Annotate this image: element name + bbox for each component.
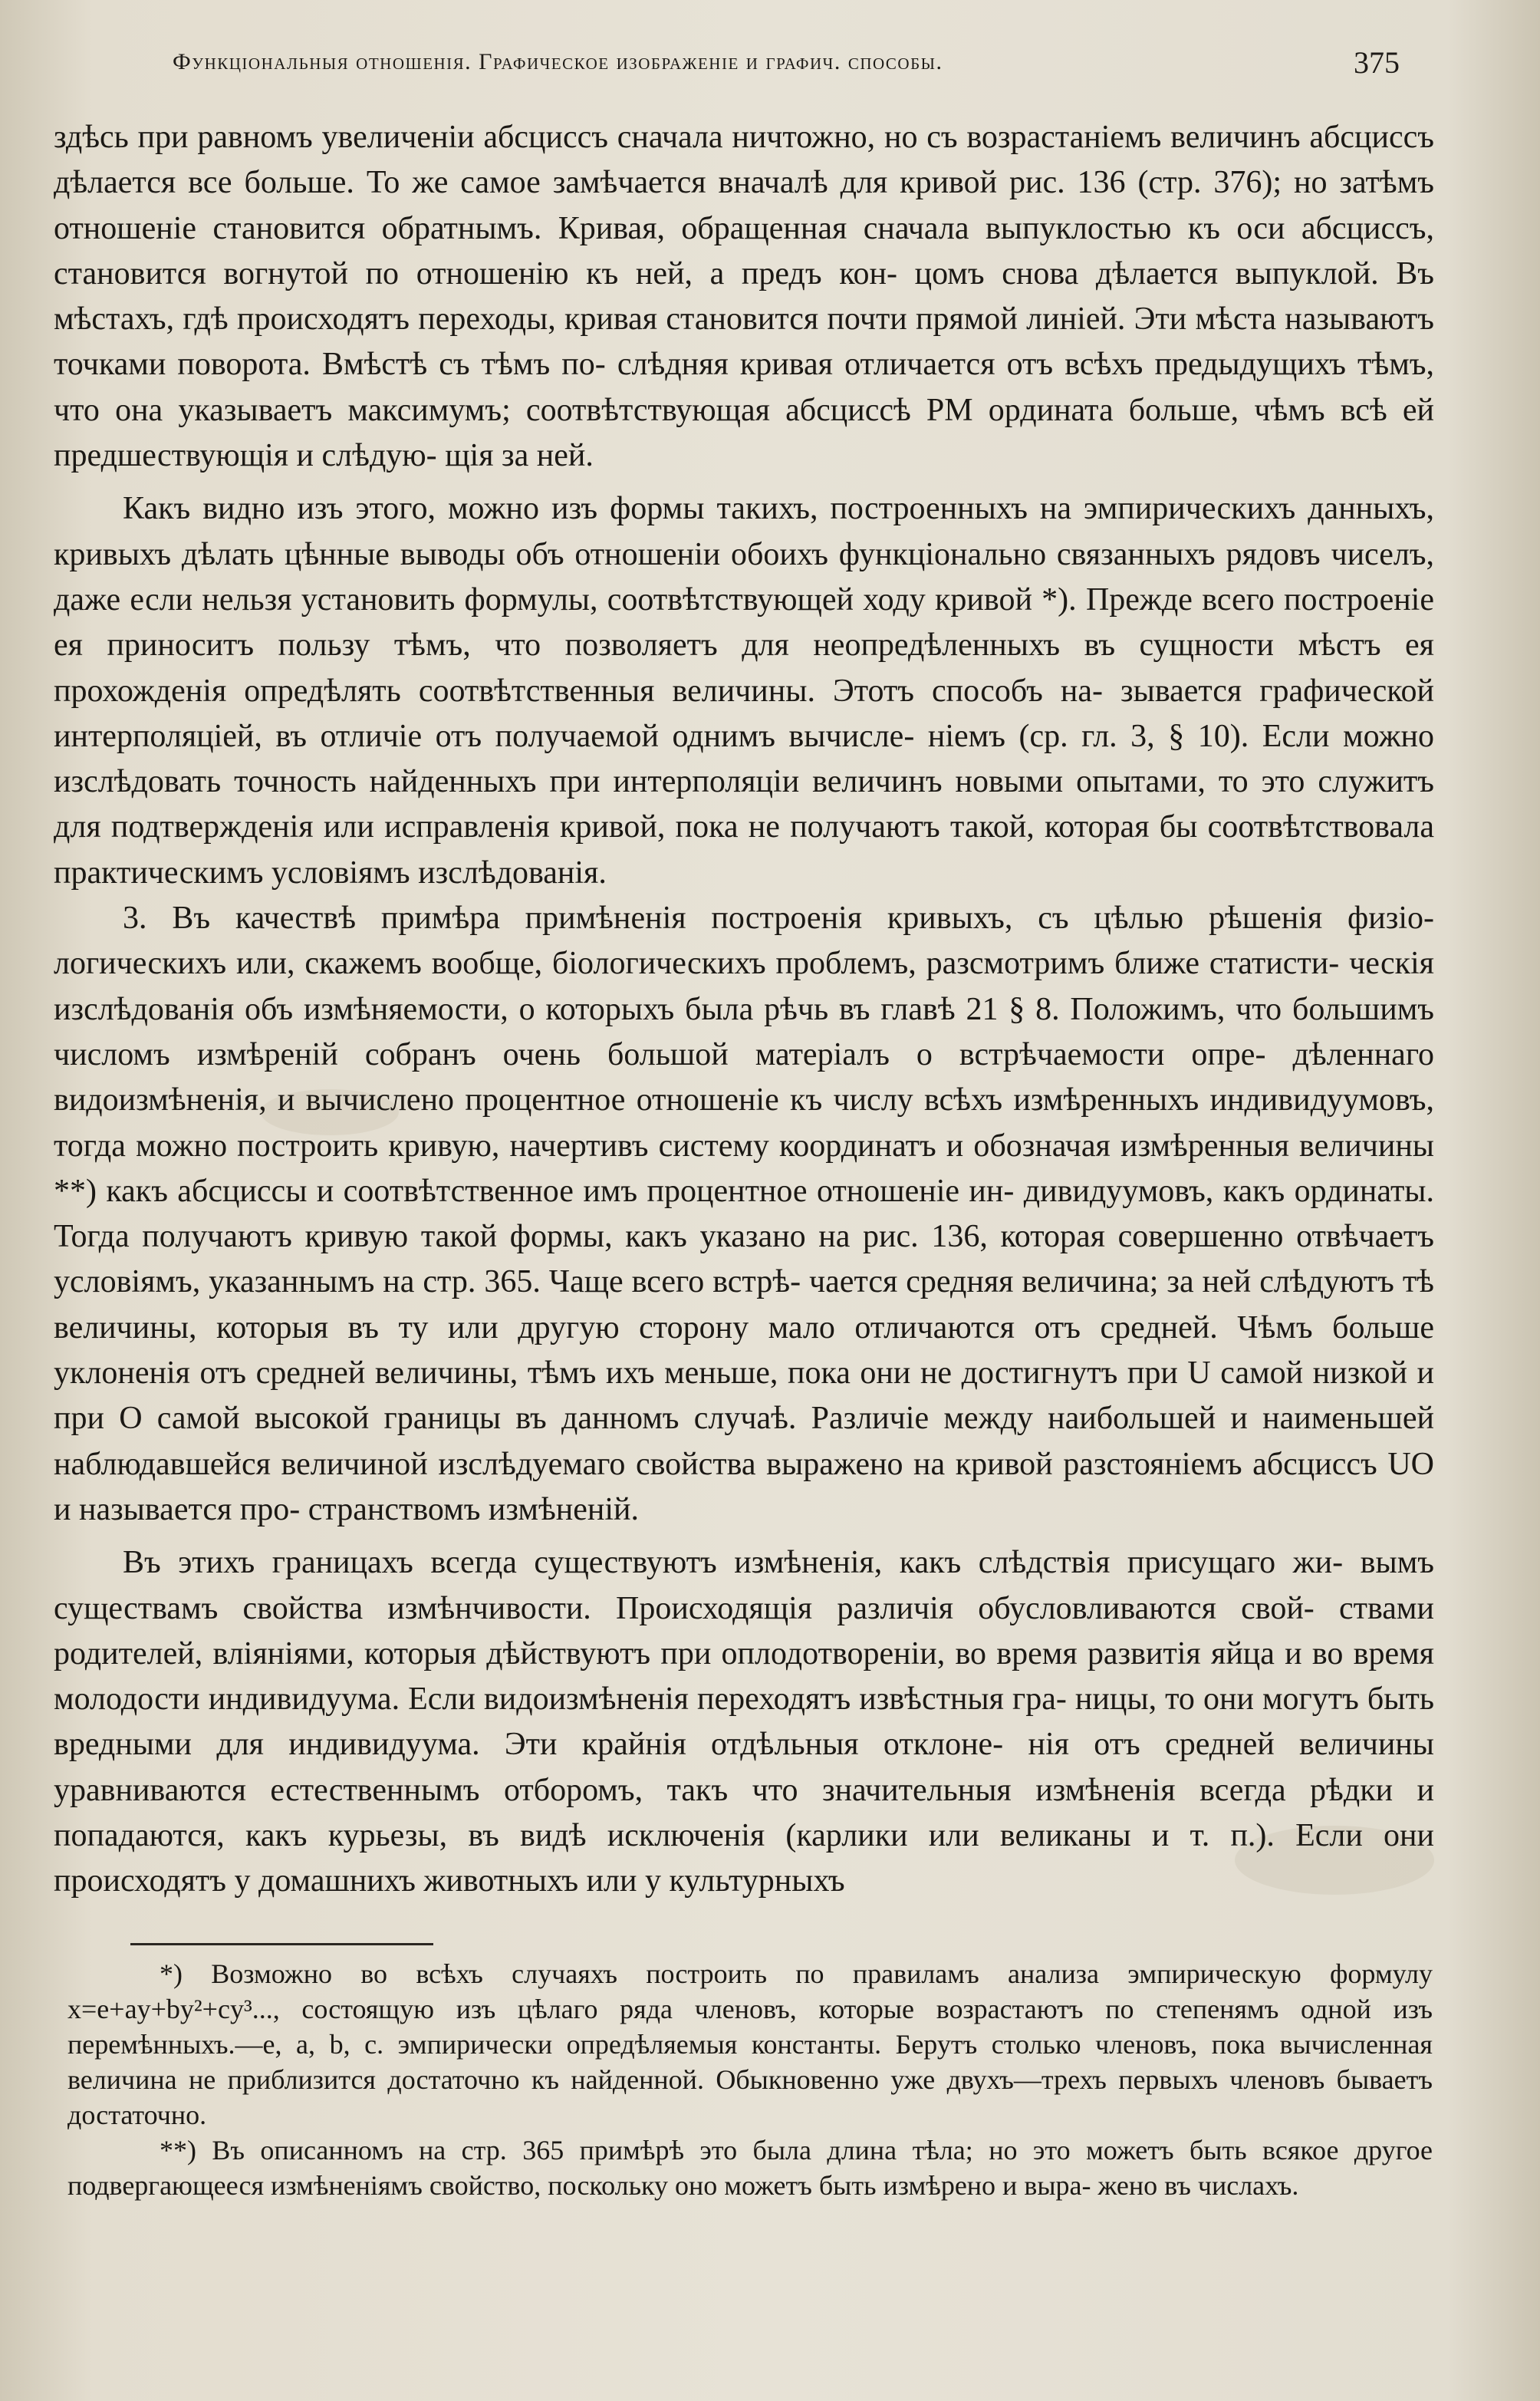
text-line: чается средняя величина; за ней слѣдуютъ тѣ величины, которыя въ ту или другую сторону xyxy=(54,1264,1434,1345)
text-line: x=e+ay+by²+cy³..., состоящую изъ цѣлаго ряда членовъ, которые возрастаютъ по степенямъ xyxy=(67,1994,1279,2024)
text-line: яйца и во время молодости индивидуума. Если видоизмѣненія переходятъ извѣстныя гра- xyxy=(54,1635,1434,1718)
text-line: вымъ существамъ свойства измѣнчивости. Происходящія различія обусловливаются свой- xyxy=(54,1545,1434,1626)
page-number: 375 xyxy=(1354,45,1400,80)
text-line: индивидуумовъ, тогда можно построить кривую, начертивъ систему координатъ и обозначая xyxy=(54,1082,1434,1164)
paragraph xyxy=(54,896,1434,1533)
paragraph xyxy=(54,486,1434,896)
text-line: **) Въ описанномъ на стр. 365 примѣрѣ это была длина тѣла; но это можетъ быть всякое xyxy=(160,2135,1339,2166)
text-line: соотвѣтствующая абсциссѣ PM ордината больше, чѣмъ всѣ ей предшествующія и слѣдую- xyxy=(54,392,1435,474)
text-line: измѣненія всегда рѣдки и попадаются, какъ курьезы, въ видѣ исключенія (карлики или xyxy=(54,1772,1435,1853)
paragraph xyxy=(54,115,1434,479)
footnote xyxy=(67,1956,1433,2133)
text-line: двухъ—трехъ первыхъ членовъ бываетъ достаточно. xyxy=(67,2064,1433,2130)
text-line: почти прямой линіей. Эти мѣста называютъ точками поворота. Вмѣстѣ съ тѣмъ по- xyxy=(54,301,1434,383)
text-line: ницы, то они могутъ быть вредными для индивидуума. Эти крайнія отдѣльныя отклоне- xyxy=(54,1681,1434,1763)
text-line: въ сущности мѣстъ ея прохожденія опредѣлять соотвѣтственныя величины. Этотъ способъ на- xyxy=(54,627,1434,709)
text-line: слѣдняя кривая отличается отъ всѣхъ предыдущихъ тѣмъ, что она указываетъ максимумъ; xyxy=(54,347,1434,428)
footnotes xyxy=(67,1956,1433,2203)
text-line: великаны и т. п.). Если они происходятъ у домашнихъ животныхъ или у культурныхъ xyxy=(54,1817,1434,1899)
text-line: не получаютъ такой, которая бы соотвѣтствовала практическимъ условіямъ изслѣдованія. xyxy=(54,809,1435,891)
text-line: ческія изслѣдованія объ измѣняемости, о которыхъ была рѣчь въ главѣ 21 § 8. Положимъ, xyxy=(54,946,1435,1027)
text-line: Прежде всего построеніе ея приноситъ пользу тѣмъ, что позволяетъ для неопредѣленныхъ xyxy=(54,581,1434,664)
text-line: зывается графической интерполяціей, въ отличіе отъ получаемой однимъ вычисле- xyxy=(54,673,1434,754)
text-line: 3. Въ качествѣ примѣра примѣненія построенія кривыхъ, съ цѣлью рѣшенія физіо- xyxy=(123,901,1434,937)
text-line: выпуклостью къ оси абсциссъ, становится вогнутой по отношенію къ ней, а предъ кон- xyxy=(54,210,1434,291)
text-line: меньше, пока они не достигнутъ при U самой низкой и при O самой высокой границы въ xyxy=(54,1355,1435,1437)
text-line: логическихъ или, скажемъ вообще, біологическихъ проблемъ, разсмотримъ ближе статисти- xyxy=(54,946,1340,982)
footnote-divider xyxy=(130,1943,433,1945)
running-head: Функціональныя отношенія. Графическое изображеніе и графич. способы. xyxy=(173,49,943,74)
text-line: данномъ случаѣ. Различіе между наибольшей и наименьшей наблюдавшейся величиной xyxy=(54,1401,1435,1482)
text-line: 136, которая совершенно отвѣчаетъ условіямъ, указаннымъ на стр. 365. Чаще всего встрѣ- xyxy=(54,1219,1435,1300)
footnote xyxy=(67,2133,1433,2203)
text-line: дивидуумовъ, какъ ординаты. Тогда получаютъ кривую такой формы, какъ указано на рис. xyxy=(54,1173,1435,1255)
text-line: щія за ней. xyxy=(445,438,594,474)
text-line: (стр. 376); но затѣмъ отношеніе становится обратнымъ. Кривая, обращенная сначала xyxy=(54,165,1434,246)
text-line: *) Возможно во всѣхъ случаяхъ построить по правиламъ анализа эмпирическую формулу xyxy=(160,1958,1433,1989)
text-line: одной изъ перемѣнныхъ.—e, a, b, c. эмпирически опредѣляемыя константы. Берутъ столько xyxy=(67,1994,1433,2060)
text-line: здѣсь при равномъ увеличеніи абсциссъ сначала ничтожно, но съ возрастаніемъ величинъ xyxy=(54,120,1301,155)
text-line: странствомъ измѣненій. xyxy=(308,1491,640,1527)
text-line: мало отличаются отъ средней. Чѣмъ больше уклоненія отъ средней величины, тѣмъ ихъ xyxy=(54,1309,1435,1392)
text-line: жено въ числахъ. xyxy=(1097,2170,1299,2201)
text-line: ствами родителей, вліяніями, которыя дѣйствуютъ при оплодотвореніи, во время развитія xyxy=(54,1590,1434,1671)
text-line: нія отъ средней величины уравниваются естественнымъ отборомъ, такъ что значительныя xyxy=(54,1727,1435,1808)
text-line: членовъ, пока вычисленная величина не приблизится достаточно къ найденной. Обыкновенно уже xyxy=(67,2029,1433,2095)
body-text xyxy=(54,115,1434,1905)
paragraph xyxy=(54,1540,1434,1904)
text-line: цомъ снова дѣлается выпуклой. Въ мѣстахъ, гдѣ происходятъ переходы, кривая становится xyxy=(54,255,1435,338)
text-line: что большимъ числомъ измѣреній собранъ очень большой матеріалъ о встрѣчаемости опре- xyxy=(54,991,1435,1072)
text-line: ніемъ (ср. гл. 3, § 10). Если можно изслѣдовать точность найденныхъ при интерполяціи xyxy=(54,718,1435,800)
text-line: другое подвергающееся измѣненіямъ свойство, поскольку оно можетъ быть измѣрено и выра- xyxy=(67,2135,1433,2201)
text-line: данныхъ, кривыхъ дѣлать цѣнные выводы объ отношеніи обоихъ функціонально связанныхъ xyxy=(54,491,1434,572)
text-line: абсциссъ дѣлается все больше. То же самое замѣчается вначалѣ для кривой рис. 136 xyxy=(54,120,1434,201)
text-line: дѣленнаго видоизмѣненія, и вычислено процентное отношеніе къ числу всѣхъ измѣренныхъ xyxy=(54,1036,1435,1118)
text-line: величинъ новыми опытами, то это служитъ для подтвержденія или исправленія кривой, пока xyxy=(54,764,1434,845)
text-line: Въ этихъ границахъ всегда существуютъ измѣненія, какъ слѣдствія присущаго жи- xyxy=(123,1545,1344,1581)
page-header xyxy=(173,44,1400,83)
text-line: измѣренныя величины **) какъ абсциссы и соотвѣтственное имъ процентное отношеніе ин- xyxy=(54,1128,1435,1209)
text-line: рядовъ чиселъ, даже если нельзя установить формулы, соотвѣтствующей ходу кривой *). xyxy=(54,536,1435,618)
text-line: Какъ видно изъ этого, можно изъ формы такихъ, построенныхъ на эмпирическихъ xyxy=(123,491,1296,527)
text-line: изслѣдуемаго свойства выражено на кривой разстояніемъ абсциссъ UO и называется про- xyxy=(54,1446,1435,1527)
